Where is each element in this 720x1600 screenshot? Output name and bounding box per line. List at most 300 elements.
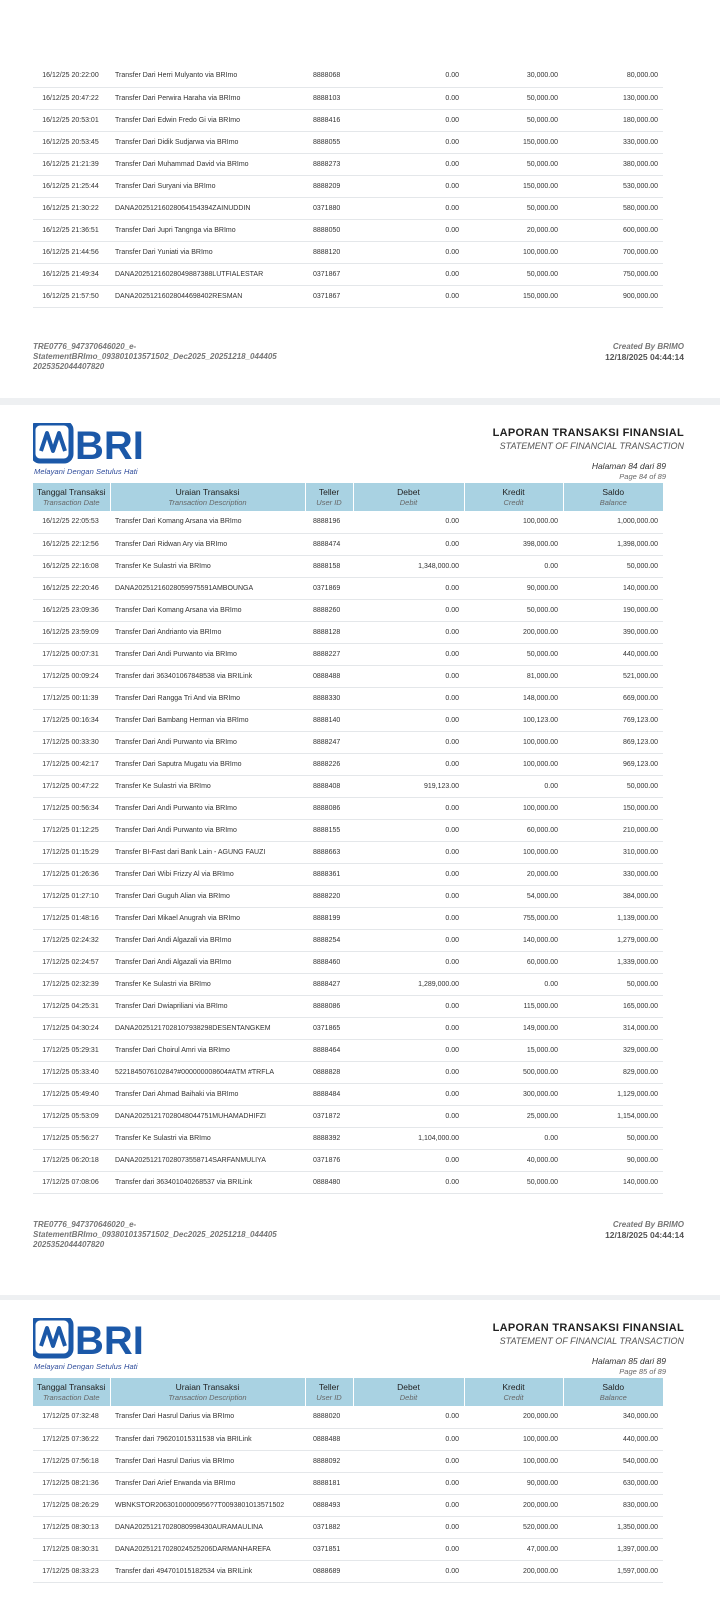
credit-amount: 50,000.00: [464, 263, 563, 285]
transaction-date: 16/12/25 22:20:46: [33, 577, 110, 599]
debit-amount: 0.00: [353, 511, 464, 533]
column-header: [305, 483, 353, 511]
transaction-date: 16/12/25 22:12:56: [33, 533, 110, 555]
transaction-date: 16/12/25 21:57:50: [33, 285, 110, 307]
table-row: [33, 599, 663, 621]
teller-id: 0888689: [305, 1560, 353, 1582]
transaction-date: 17/12/25 08:30:31: [33, 1538, 110, 1560]
column-label-en: Transaction Description: [168, 1393, 247, 1402]
table-row: [33, 621, 663, 643]
transaction-date: 17/12/25 07:36:22: [33, 1428, 110, 1450]
column-label: Tanggal Transaksi: [36, 1382, 106, 1392]
credit-amount: 20,000.00: [464, 863, 563, 885]
transaction-description: Transfer Dari Muhammad David via BRImo: [110, 153, 305, 175]
report-title: [493, 427, 684, 451]
debit-amount: 0.00: [353, 863, 464, 885]
debit-amount: 0.00: [353, 709, 464, 731]
teller-id: 0371882: [305, 1516, 353, 1538]
table-row: [33, 1039, 663, 1061]
balance-amount: 830,000.00: [563, 1494, 663, 1516]
teller-id: 0371867: [305, 285, 353, 307]
debit-amount: 0.00: [353, 577, 464, 599]
credit-amount: 54,000.00: [464, 885, 563, 907]
table-row: [33, 87, 663, 109]
teller-id: 8888226: [305, 753, 353, 775]
column-label: Debet: [397, 487, 420, 497]
table-row: [33, 197, 663, 219]
debit-amount: 0.00: [353, 687, 464, 709]
balance-amount: 1,398,000.00: [563, 533, 663, 555]
table-row: [33, 1083, 663, 1105]
balance-amount: 140,000.00: [563, 577, 663, 599]
teller-id: 8888392: [305, 1127, 353, 1149]
balance-amount: 380,000.00: [563, 153, 663, 175]
teller-id: 0371869: [305, 577, 353, 599]
transaction-description: Transfer Ke Sulastri via BRImo: [110, 973, 305, 995]
teller-id: 8888092: [305, 1450, 353, 1472]
transaction-date: 16/12/25 23:59:09: [33, 621, 110, 643]
transaction-table: [33, 483, 663, 1194]
column-header: [464, 1378, 563, 1406]
balance-amount: 829,000.00: [563, 1061, 663, 1083]
credit-amount: 50,000.00: [464, 87, 563, 109]
transaction-date: 17/12/25 04:30:24: [33, 1017, 110, 1039]
title-en: STATEMENT OF FINANCIAL TRANSACTION: [499, 1336, 684, 1346]
title-id: LAPORAN TRANSAKSI FINANSIAL: [492, 427, 684, 439]
transaction-description: Transfer Dari Choirul Amri via BRImo: [110, 1039, 305, 1061]
balance-amount: 530,000.00: [563, 175, 663, 197]
column-label: Teller: [318, 487, 340, 497]
debit-amount: 0.00: [353, 1083, 464, 1105]
transaction-date: 16/12/25 21:25:44: [33, 175, 110, 197]
debit-amount: 0.00: [353, 533, 464, 555]
transaction-description: Transfer Dari Suryani via BRImo: [110, 175, 305, 197]
credit-amount: 50,000.00: [464, 197, 563, 219]
transaction-description: Transfer Dari Wibi Frizzy Al via BRImo: [110, 863, 305, 885]
page-number: [592, 1356, 666, 1376]
teller-id: 8888254: [305, 929, 353, 951]
transaction-date: 17/12/25 00:33:30: [33, 731, 110, 753]
teller-id: 8888227: [305, 643, 353, 665]
balance-amount: 600,000.00: [563, 219, 663, 241]
table-row: [33, 65, 663, 87]
balance-amount: 210,000.00: [563, 819, 663, 841]
teller-id: 8888196: [305, 511, 353, 533]
debit-amount: 0.00: [353, 885, 464, 907]
page-label-en: Page 85 of 89: [619, 1367, 666, 1376]
balance-amount: 440,000.00: [563, 1428, 663, 1450]
transaction-date: 17/12/25 05:29:31: [33, 1039, 110, 1061]
table-row: [33, 175, 663, 197]
column-label: Saldo: [602, 1382, 625, 1392]
bank-tagline: Melayani Dengan Setulus Hati: [34, 1362, 138, 1371]
column-header: [353, 1378, 464, 1406]
balance-amount: 969,123.00: [563, 753, 663, 775]
transaction-description: Transfer Dari Arief Erwanda via BRImo: [110, 1472, 305, 1494]
transaction-date: 16/12/25 21:30:22: [33, 197, 110, 219]
balance-amount: 90,000.00: [563, 1149, 663, 1171]
debit-amount: 0.00: [353, 65, 464, 87]
credit-amount: 200,000.00: [464, 1406, 563, 1428]
credit-amount: 100,000.00: [464, 797, 563, 819]
teller-id: 0888488: [305, 1428, 353, 1450]
table-row: [33, 1516, 663, 1538]
debit-amount: 0.00: [353, 1149, 464, 1171]
balance-amount: 150,000.00: [563, 797, 663, 819]
balance-amount: 900,000.00: [563, 285, 663, 307]
column-label: Tanggal Transaksi: [36, 487, 106, 497]
table-row: [33, 1428, 663, 1450]
transaction-description: Transfer Dari Hasrul Darius via BRImo: [110, 1406, 305, 1428]
transaction-description: DANA20251217028080998430AURAMAULINA: [110, 1516, 305, 1538]
column-label: Kredit: [502, 487, 525, 497]
table-row: [33, 1450, 663, 1472]
transaction-description: Transfer dari 494701015182534 via BRILink: [110, 1560, 305, 1582]
transaction-date: 17/12/25 00:11:39: [33, 687, 110, 709]
debit-amount: 0.00: [353, 665, 464, 687]
transaction-description: Transfer Dari Ridwan Ary via BRImo: [110, 533, 305, 555]
transaction-date: 17/12/25 08:26:29: [33, 1494, 110, 1516]
credit-amount: 0.00: [464, 775, 563, 797]
transaction-date: 17/12/25 07:56:18: [33, 1450, 110, 1472]
statement-page-85: [0, 1300, 720, 1600]
teller-id: 0888488: [305, 665, 353, 687]
debit-amount: 0.00: [353, 841, 464, 863]
transaction-date: 17/12/25 00:56:34: [33, 797, 110, 819]
credit-amount: 50,000.00: [464, 109, 563, 131]
column-label: Kredit: [502, 1382, 525, 1392]
balance-amount: 190,000.00: [563, 599, 663, 621]
balance-amount: 50,000.00: [563, 555, 663, 577]
transaction-table: [33, 65, 663, 308]
balance-amount: 50,000.00: [563, 973, 663, 995]
teller-id: 8888086: [305, 797, 353, 819]
table-row: [33, 1406, 663, 1428]
transaction-table: [33, 1378, 663, 1583]
table-row: [33, 731, 663, 753]
statement-page-83: [0, 0, 720, 398]
table-row: [33, 863, 663, 885]
credit-amount: 100,000.00: [464, 1428, 563, 1450]
transaction-date: 17/12/25 08:33:23: [33, 1560, 110, 1582]
balance-amount: 80,000.00: [563, 65, 663, 87]
transaction-date: 16/12/25 20:53:45: [33, 131, 110, 153]
teller-id: 8888120: [305, 241, 353, 263]
teller-id: 8888050: [305, 219, 353, 241]
transaction-description: Transfer Dari Edwin Fredo Gi via BRImo: [110, 109, 305, 131]
table-row: [33, 241, 663, 263]
transaction-rows: [33, 1406, 663, 1582]
debit-amount: 1,289,000.00: [353, 973, 464, 995]
debit-amount: 0.00: [353, 907, 464, 929]
transaction-date: 16/12/25 21:36:51: [33, 219, 110, 241]
credit-amount: 100,123.00: [464, 709, 563, 731]
table-row: [33, 973, 663, 995]
transaction-date: 17/12/25 01:48:16: [33, 907, 110, 929]
table-row: [33, 709, 663, 731]
balance-amount: 1,397,000.00: [563, 1538, 663, 1560]
credit-amount: 90,000.00: [464, 1472, 563, 1494]
balance-amount: 165,000.00: [563, 995, 663, 1017]
transaction-description: Transfer Dari Guguh Alian via BRImo: [110, 885, 305, 907]
transaction-description: Transfer dari 796201015311538 via BRILink: [110, 1428, 305, 1450]
debit-amount: 0.00: [353, 1450, 464, 1472]
teller-id: 8888247: [305, 731, 353, 753]
column-label-en: User ID: [316, 1393, 342, 1402]
debit-amount: 0.00: [353, 929, 464, 951]
teller-id: 0371876: [305, 1149, 353, 1171]
teller-id: 8888220: [305, 885, 353, 907]
credit-amount: 50,000.00: [464, 599, 563, 621]
debit-amount: 1,348,000.00: [353, 555, 464, 577]
table-row: [33, 665, 663, 687]
balance-amount: 1,279,000.00: [563, 929, 663, 951]
credit-amount: 47,000.00: [464, 1538, 563, 1560]
transaction-description: Transfer Dari Ahmad Baihaki via BRImo: [110, 1083, 305, 1105]
transaction-date: 17/12/25 00:07:31: [33, 643, 110, 665]
table-row: [33, 995, 663, 1017]
credit-amount: 15,000.00: [464, 1039, 563, 1061]
credit-amount: 150,000.00: [464, 131, 563, 153]
debit-amount: 0.00: [353, 1428, 464, 1450]
balance-amount: 580,000.00: [563, 197, 663, 219]
debit-amount: 0.00: [353, 1105, 464, 1127]
table-row: [33, 1560, 663, 1582]
debit-amount: 0.00: [353, 131, 464, 153]
debit-amount: 0.00: [353, 263, 464, 285]
transaction-description: Transfer Dari Andi Algazali via BRImo: [110, 929, 305, 951]
transaction-description: Transfer Dari Andi Purwanto via BRImo: [110, 643, 305, 665]
table-row: [33, 907, 663, 929]
balance-amount: 1,139,000.00: [563, 907, 663, 929]
column-label: Uraian Transaksi: [175, 1382, 240, 1392]
transaction-description: Transfer Dari Komang Arsana via BRImo: [110, 511, 305, 533]
transaction-description: Transfer Dari Andi Algazali via BRImo: [110, 951, 305, 973]
teller-id: 8888155: [305, 819, 353, 841]
debit-amount: 1,104,000.00: [353, 1127, 464, 1149]
credit-amount: 140,000.00: [464, 929, 563, 951]
credit-amount: 520,000.00: [464, 1516, 563, 1538]
transaction-date: 17/12/25 05:33:40: [33, 1061, 110, 1083]
column-label-en: Balance: [599, 498, 627, 507]
transaction-description: Transfer Dari Andi Purwanto via BRImo: [110, 797, 305, 819]
teller-id: 8888020: [305, 1406, 353, 1428]
transaction-description: DANA20251216028044698402RESMAN: [110, 285, 305, 307]
transaction-date: 17/12/25 02:24:57: [33, 951, 110, 973]
column-label: Debet: [397, 1382, 420, 1392]
balance-amount: 540,000.00: [563, 1450, 663, 1472]
transaction-date: 17/12/25 02:24:32: [33, 929, 110, 951]
transaction-description: Transfer dari 363401067848538 via BRILink: [110, 665, 305, 687]
debit-amount: 0.00: [353, 1017, 464, 1039]
table-row: [33, 131, 663, 153]
credit-amount: 148,000.00: [464, 687, 563, 709]
column-label-en: Transaction Date: [42, 498, 100, 507]
teller-id: 8888484: [305, 1083, 353, 1105]
table-row: [33, 1127, 663, 1149]
transaction-date: 16/12/25 21:21:39: [33, 153, 110, 175]
credit-amount: 100,000.00: [464, 841, 563, 863]
table-row: [33, 797, 663, 819]
page-number: [592, 461, 666, 481]
column-header: [353, 483, 464, 511]
credit-amount: 100,000.00: [464, 731, 563, 753]
table-row: [33, 285, 663, 307]
transaction-description: Transfer Dari Komang Arsana via BRImo: [110, 599, 305, 621]
transaction-date: 17/12/25 06:20:18: [33, 1149, 110, 1171]
debit-amount: 0.00: [353, 1171, 464, 1193]
debit-amount: 0.00: [353, 599, 464, 621]
transaction-description: DANA20251216028059975591AMBOUNGA: [110, 577, 305, 599]
balance-amount: 750,000.00: [563, 263, 663, 285]
debit-amount: 0.00: [353, 819, 464, 841]
debit-amount: 0.00: [353, 153, 464, 175]
transaction-description: DANA20251217028048044751MUHAMADHIFZI: [110, 1105, 305, 1127]
transaction-date: 16/12/25 20:53:01: [33, 109, 110, 131]
transaction-description: Transfer Dari Didik Sudjarwa via BRImo: [110, 131, 305, 153]
debit-amount: 919,123.00: [353, 775, 464, 797]
debit-amount: 0.00: [353, 219, 464, 241]
logo-text: BRI: [75, 424, 144, 468]
table-row: [33, 1105, 663, 1127]
teller-id: 8888663: [305, 841, 353, 863]
teller-id: 8888140: [305, 709, 353, 731]
teller-id: 8888055: [305, 131, 353, 153]
debit-amount: 0.00: [353, 731, 464, 753]
column-header: [110, 1378, 305, 1406]
debit-amount: 0.00: [353, 797, 464, 819]
debit-amount: 0.00: [353, 621, 464, 643]
table-row: [33, 753, 663, 775]
creation-info: [605, 1220, 684, 1240]
transaction-date: 16/12/25 20:47:22: [33, 87, 110, 109]
transaction-date: 17/12/25 00:42:17: [33, 753, 110, 775]
column-header: [464, 483, 563, 511]
transaction-rows: [33, 65, 663, 307]
bank-tagline: Melayani Dengan Setulus Hati: [34, 467, 138, 476]
table-row: [33, 1472, 663, 1494]
transaction-date: 17/12/25 00:47:22: [33, 775, 110, 797]
transaction-description: Transfer Dari Mikael Anugrah via BRImo: [110, 907, 305, 929]
balance-amount: 1,000,000.00: [563, 511, 663, 533]
debit-amount: 0.00: [353, 285, 464, 307]
column-label: Uraian Transaksi: [175, 487, 240, 497]
table-row: [33, 819, 663, 841]
statement-page-84: [0, 405, 720, 1295]
table-row: [33, 775, 663, 797]
report-title: [493, 1322, 684, 1346]
transaction-description: Transfer Dari Yuniati via BRImo: [110, 241, 305, 263]
teller-id: 8888474: [305, 533, 353, 555]
transaction-description: 522184507610284?#000000008604#ATM #TRFLA: [110, 1061, 305, 1083]
balance-amount: 340,000.00: [563, 1406, 663, 1428]
transaction-description: Transfer Ke Sulastri via BRImo: [110, 1127, 305, 1149]
table-row: [33, 511, 663, 533]
table-row: [33, 1538, 663, 1560]
balance-amount: 329,000.00: [563, 1039, 663, 1061]
document-id: TRE0776_947370646020_e-StatementBRImo_093801013571502_Dec2025_20251218_044405 2025352044407820: [33, 1220, 277, 1249]
table-row: [33, 1061, 663, 1083]
credit-amount: 100,000.00: [464, 511, 563, 533]
transaction-date: 17/12/25 00:09:24: [33, 665, 110, 687]
table-row: [33, 1171, 663, 1193]
column-label-en: Balance: [599, 1393, 627, 1402]
transaction-description: Transfer Dari Hasrul Darius via BRImo: [110, 1450, 305, 1472]
table-row: [33, 1494, 663, 1516]
title-en: STATEMENT OF FINANCIAL TRANSACTION: [499, 441, 684, 451]
transaction-rows: [33, 511, 663, 1193]
credit-amount: 0.00: [464, 973, 563, 995]
column-label: Saldo: [602, 487, 625, 497]
teller-id: 8888128: [305, 621, 353, 643]
balance-amount: 310,000.00: [563, 841, 663, 863]
column-header: [563, 1378, 663, 1406]
transaction-description: Transfer Dari Perwira Haraha via BRImo: [110, 87, 305, 109]
teller-id: 8888103: [305, 87, 353, 109]
transaction-description: DANA20251216028064154394ZAINUDDIN: [110, 197, 305, 219]
balance-amount: 130,000.00: [563, 87, 663, 109]
balance-amount: 180,000.00: [563, 109, 663, 131]
credit-amount: 300,000.00: [464, 1083, 563, 1105]
table-row: [33, 263, 663, 285]
balance-amount: 330,000.00: [563, 131, 663, 153]
debit-amount: 0.00: [353, 87, 464, 109]
teller-id: 8888427: [305, 973, 353, 995]
transaction-description: Transfer Dari Jupri Tangnga via BRImo: [110, 219, 305, 241]
teller-id: 0888493: [305, 1494, 353, 1516]
credit-amount: 50,000.00: [464, 1171, 563, 1193]
credit-amount: 100,000.00: [464, 753, 563, 775]
debit-amount: 0.00: [353, 951, 464, 973]
debit-amount: 0.00: [353, 1560, 464, 1582]
created-by: Created By BRIMO: [612, 342, 684, 351]
transaction-date: 16/12/25 20:22:00: [33, 65, 110, 87]
balance-amount: 1,597,000.00: [563, 1560, 663, 1582]
teller-id: 0371865: [305, 1017, 353, 1039]
balance-amount: 1,350,000.00: [563, 1516, 663, 1538]
column-label-en: Debit: [399, 1393, 418, 1402]
teller-id: 0888828: [305, 1061, 353, 1083]
credit-amount: 50,000.00: [464, 643, 563, 665]
transaction-date: 17/12/25 01:27:10: [33, 885, 110, 907]
credit-amount: 150,000.00: [464, 285, 563, 307]
credit-amount: 25,000.00: [464, 1105, 563, 1127]
page-label-id: Halaman 85 dari 89: [591, 1356, 666, 1366]
column-label-en: Transaction Description: [168, 498, 247, 507]
logo-text: BRI: [75, 1319, 144, 1363]
debit-amount: 0.00: [353, 1039, 464, 1061]
table-row: [33, 929, 663, 951]
teller-id: 0371867: [305, 263, 353, 285]
credit-amount: 40,000.00: [464, 1149, 563, 1171]
teller-id: 8888199: [305, 907, 353, 929]
transaction-description: Transfer Dari Andrianto via BRImo: [110, 621, 305, 643]
transaction-date: 17/12/25 05:56:27: [33, 1127, 110, 1149]
balance-amount: 50,000.00: [563, 1127, 663, 1149]
transaction-date: 17/12/25 01:15:29: [33, 841, 110, 863]
credit-amount: 755,000.00: [464, 907, 563, 929]
debit-amount: 0.00: [353, 175, 464, 197]
transaction-date: 16/12/25 21:49:34: [33, 263, 110, 285]
balance-amount: 440,000.00: [563, 643, 663, 665]
transaction-date: 17/12/25 08:21:36: [33, 1472, 110, 1494]
balance-amount: 50,000.00: [563, 775, 663, 797]
balance-amount: 314,000.00: [563, 1017, 663, 1039]
teller-id: 0371851: [305, 1538, 353, 1560]
table-header: [33, 483, 663, 511]
transaction-date: 16/12/25 21:44:56: [33, 241, 110, 263]
teller-id: 0888480: [305, 1171, 353, 1193]
